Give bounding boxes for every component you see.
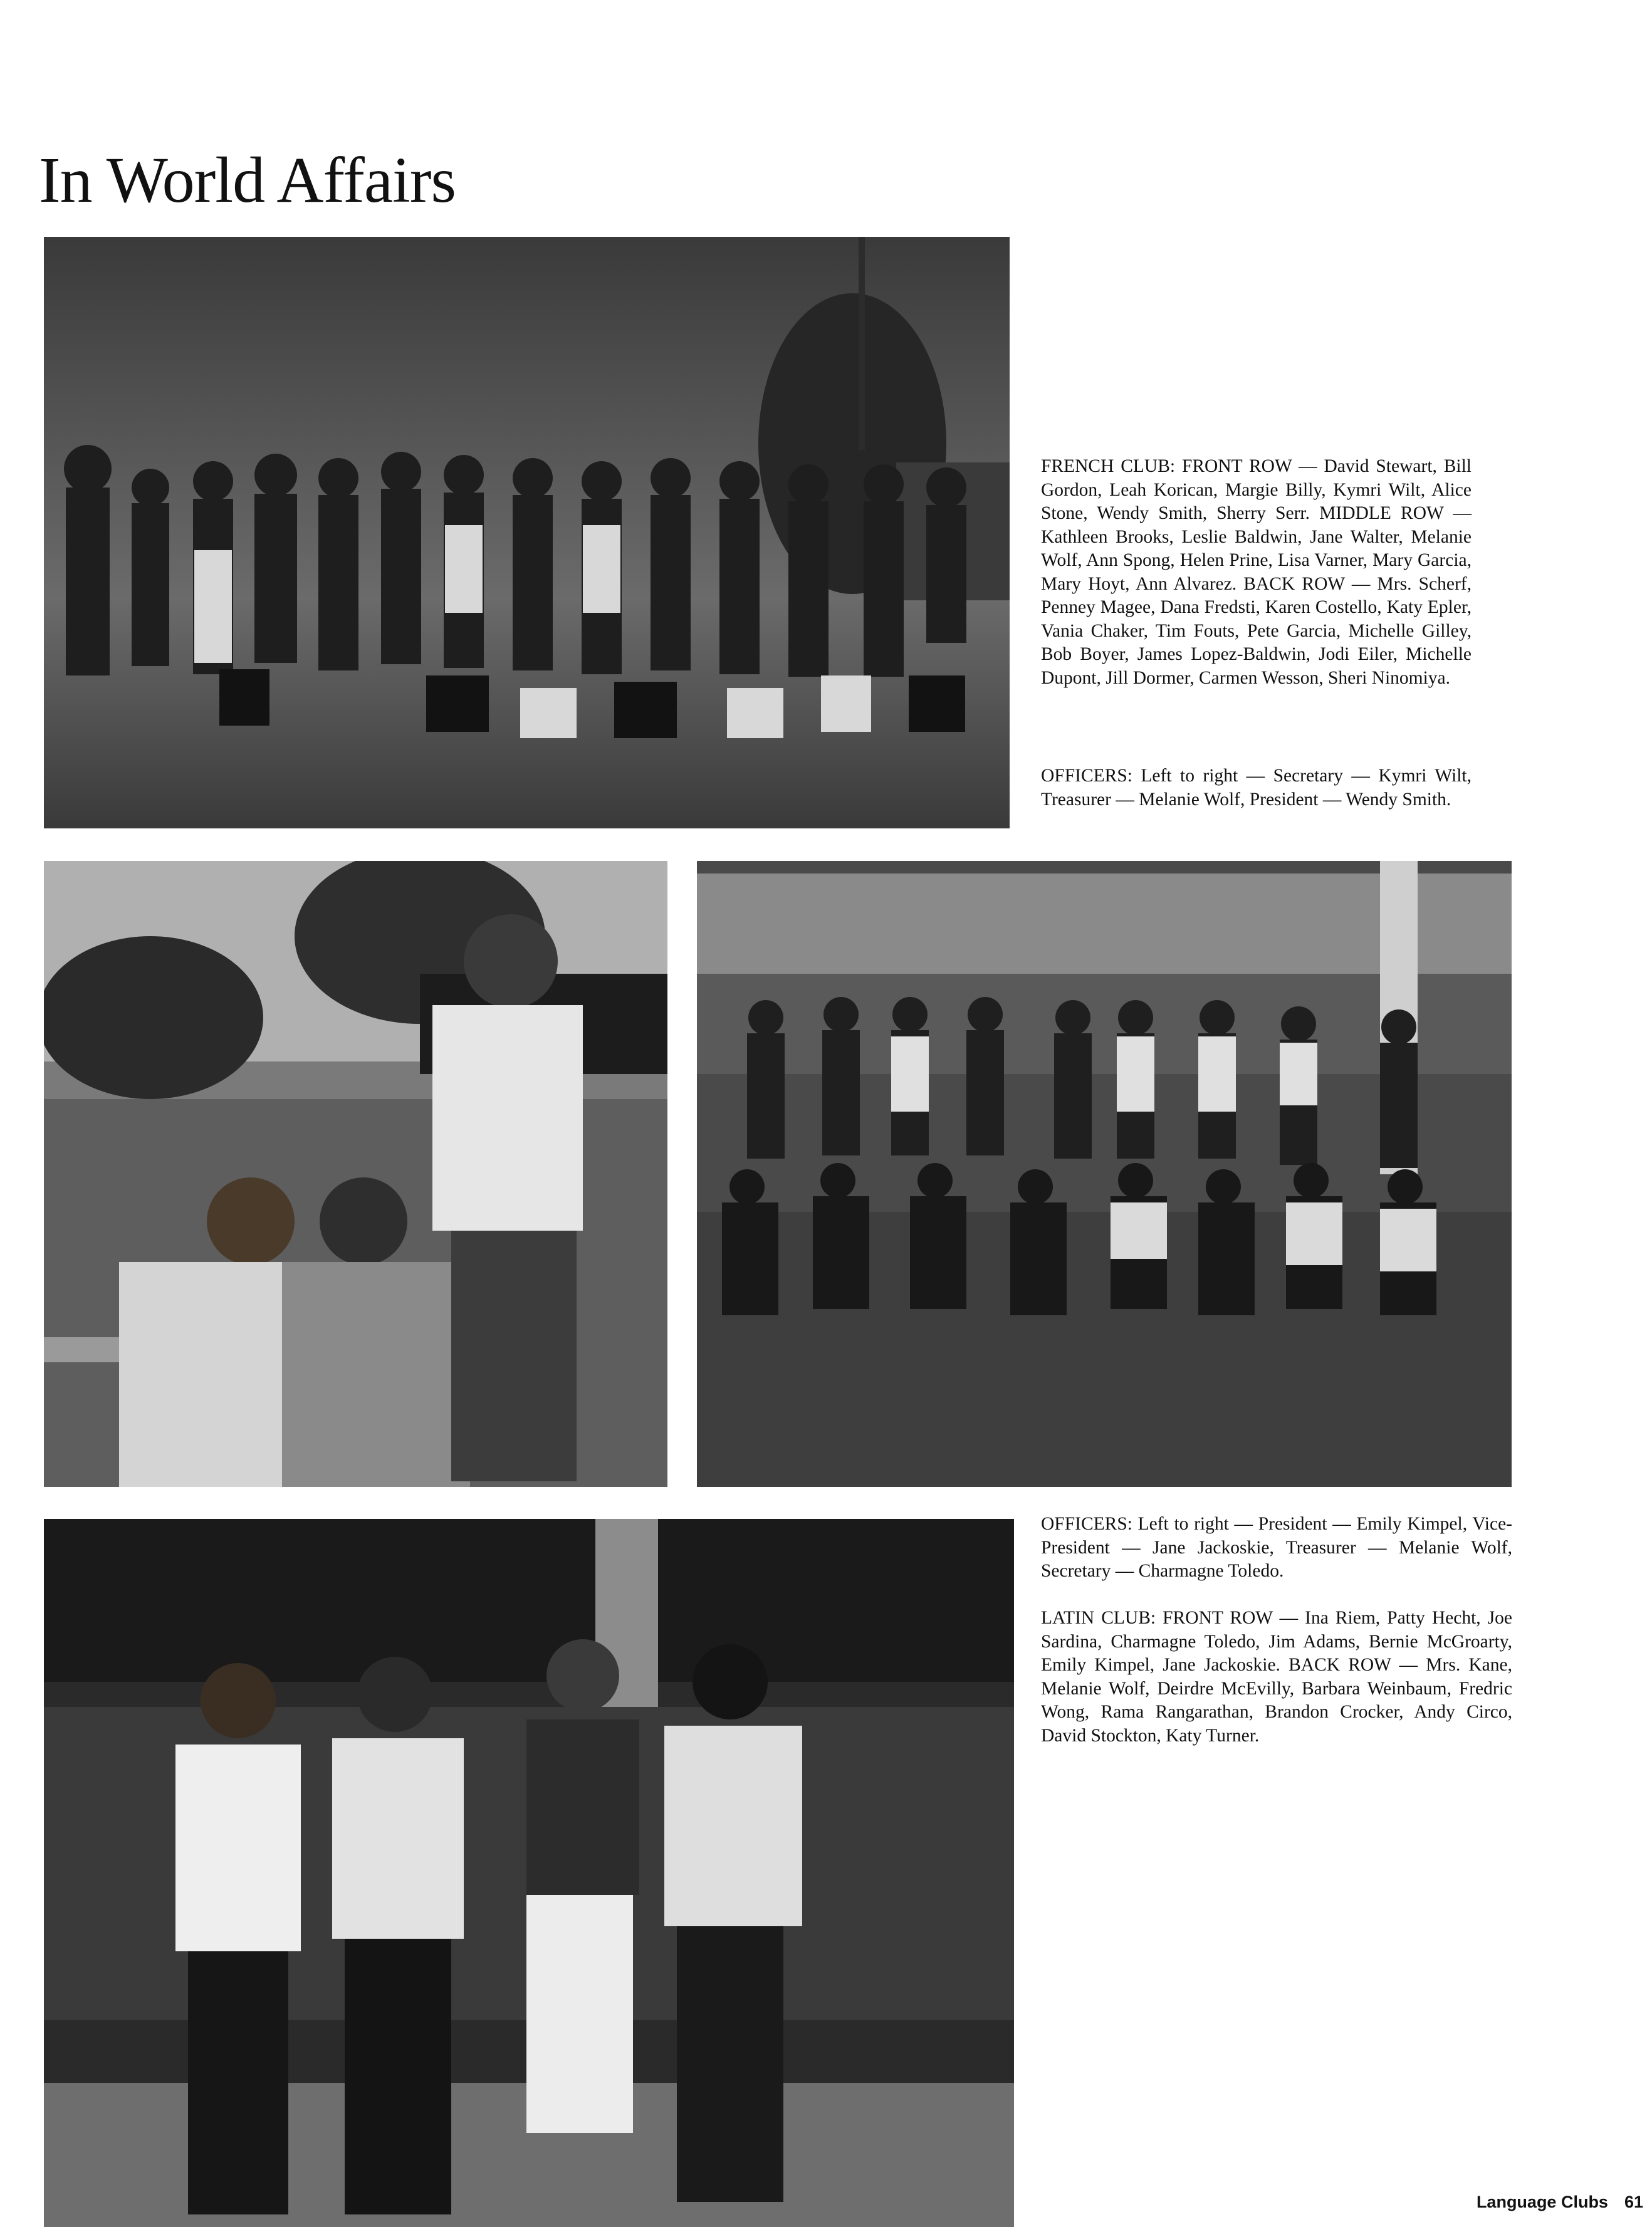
french-officers-photo bbox=[44, 861, 667, 1487]
page-headline: In World Affairs bbox=[39, 144, 456, 216]
french-club-caption: FRENCH CLUB: FRONT ROW — David Stewart, Bill Gordon, Leah Korican, Margie Billy, Kymri Wilt, Alice Stone, Wendy Smith, Sherry Serr. MIDDLE ROW — Kathleen Brooks, Leslie Baldwin, Jane Walter, Melanie Wolf, Ann Spong, Helen Prine, Lisa Varner, Mary Garcia, Mary Hoyt, Ann Alvarez. BACK ROW — Mrs. Scherf, Penney Magee, Dana Fredsti, Karen Costello, Katy Epler, Vania Chaker, Tim Fouts, Pete Garcia, Michelle Gilley, Bob Boyer, James Lopez-Baldwin, Jodi Eiler, Michelle Dupont, Jill Dormer, Carmen Wesson, Sheri Ninomiya. bbox=[1041, 456, 1472, 688]
latin-officers-photo bbox=[44, 1519, 1014, 2227]
french-club-group-photo bbox=[44, 237, 1010, 828]
latin-club-group-photo bbox=[697, 861, 1512, 1487]
latin-officers-caption: OFFICERS: Left to right — President — Emily Kimpel, Vice-President — Jane Jackoskie, Treasurer — Melanie Wolf, Secretary — Charmagne Toledo. bbox=[1041, 1514, 1512, 1581]
page-footer bbox=[1339, 2193, 1652, 2212]
page-number: 61 bbox=[1624, 2193, 1643, 2211]
french-officers-caption: OFFICERS: Left to right — Secretary — Kymri Wilt, Treasurer — Melanie Wolf, President — Wendy Smith. bbox=[1041, 766, 1472, 810]
latin-club-caption: LATIN CLUB: FRONT ROW — Ina Riem, Patty Hecht, Joe Sardina, Charmagne Toledo, Jim Adams, Bernie McGroarty, Emily Kimpel, Jane Jackoskie. BACK ROW — Mrs. Kane, Melanie Wolf, Deirdre McEvilly, Barbara Weinbaum, Fredric Wong, Rama Rangarathan, Brandon Crocker, Andy Circo, David Stockton, Katy Turner. bbox=[1041, 1608, 1512, 1746]
footer-section-label: Language Clubs bbox=[1476, 2193, 1608, 2211]
